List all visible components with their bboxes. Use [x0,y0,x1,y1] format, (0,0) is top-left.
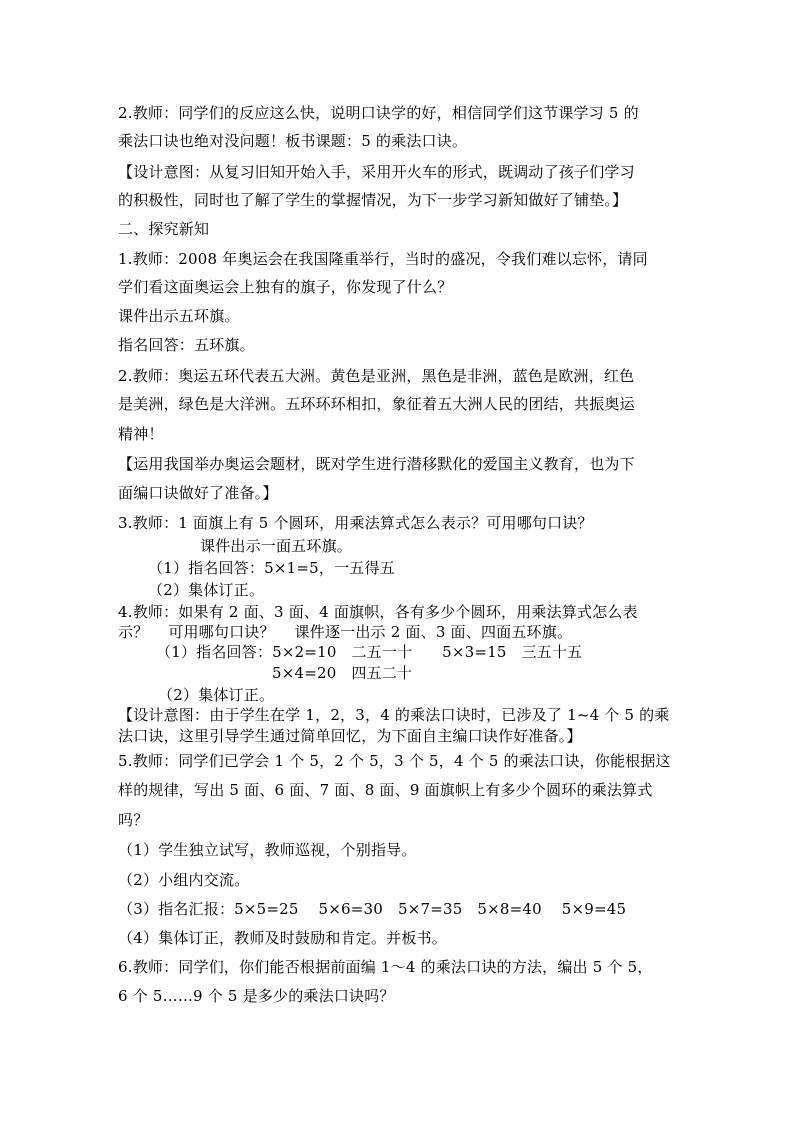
paragraph-line: （4）集体订正，教师及时鼓励和肯定。并板书。 [118,929,447,947]
paragraph-line: 精神！ [118,425,164,443]
paragraph-line: 课件出示五环旗。 [118,307,240,325]
design-intent-line: 面编口诀做好了准备。】 [118,484,278,502]
design-intent-line: 【运用我国举办奥运会题材，既对学生进行潜移默化的爱国主义教育，也为下 [118,455,635,473]
paragraph-line: 指名回答：五环旗。 [118,336,255,354]
paragraph-line: （1）指名回答：5×2=10 二五一十 5×3=15 三五十五 [156,643,583,661]
paragraph-line: 乘法口诀也绝对没问题！板书课题：5 的乘法口诀。 [118,132,468,150]
paragraph-line: 学们看这面奥运会上独有的旗子，你发现了什么？ [118,278,453,296]
design-intent-line: 【设计意图：从复习旧知开始入手，采用开火车的形式，既调动了孩子们学习 [118,163,635,181]
design-intent-line: 的积极性，同时也了解了学生的掌握情况，为下一步学习新知做好了铺垫。】 [118,191,628,209]
paragraph-line: 课件出示一面五环旗。 [200,537,353,555]
paragraph-line: 吗？ [118,811,149,829]
paragraph-line: 4.教师：如果有 2 面、3 面、4 面旗帜，各有多少个圆环，用乘法算式怎么表 [118,603,638,621]
paragraph-line: 2.教师：同学们的反应这么快，说明口诀学的好，相信同学们这节课学习 5 的 [118,104,639,122]
paragraph-line: （3）指名汇报：5×5=25 5×6=30 5×7=35 5×8=40 5×9=45 [118,900,627,918]
paragraph-line: 样的规律，写出 5 面、6 面、7 面、8 面、9 面旗帜上有多少个圆环的乘法算式 [118,781,653,799]
paragraph-line: （2）小组内交流。 [118,871,250,889]
paragraph-line: （1）指名回答：5×1=5，一五得五 [148,559,395,577]
paragraph-line: （1）学生独立试写，教师巡视，个别指导。 [118,841,417,859]
paragraph-line: 1.教师：2008 年奥运会在我国隆重举行，当时的盛况，令我们难以忘怀，请同 [118,250,648,268]
paragraph-line: 6.教师：同学们，你们能否根据前面编 1～4 的乘法口诀的方法，编出 5 个 5， [118,958,653,976]
paragraph-line: 示？ 可用哪句口诀？ 课件逐一出示 2 面、3 面、四面五环旗。 [118,623,573,641]
paragraph-line: 6 个 5……9 个 5 是多少的乘法口诀吗？ [118,987,395,1005]
paragraph-line: 是美洲，绿色是大洋洲。五环环环相扣，象征着五大洲人民的团结，共振奥运 [118,395,635,413]
paragraph-line: 5.教师：同学们已学会 1 个 5，2 个 5，3 个 5，4 个 5 的乘法口诀，你能根据这 [118,752,671,770]
paragraph-line: 5×4=20 四五二十 [272,664,413,682]
paragraph-line: （2）集体订正。 [158,686,275,704]
paragraph-line: 3.教师：1 面旗上有 5 个圆环，用乘法算式怎么表示？可用哪句口诀？ [118,514,593,532]
paragraph-line: （2）集体订正。 [148,581,265,599]
design-intent-line: 【设计意图：由于学生在学 1，2，3，4 的乘法口诀时，已涉及了 1~4 个 5 的乘 [118,706,670,724]
section-heading: 二、探究新知 [118,220,210,238]
paragraph-line: 2.教师：奥运五环代表五大洲。黄色是亚洲，黑色是非洲，蓝色是欧洲，红色 [118,367,635,385]
design-intent-line: 法口诀，这里引导学生通过简单回忆，为下面自主编口诀作好准备。】 [118,727,582,745]
